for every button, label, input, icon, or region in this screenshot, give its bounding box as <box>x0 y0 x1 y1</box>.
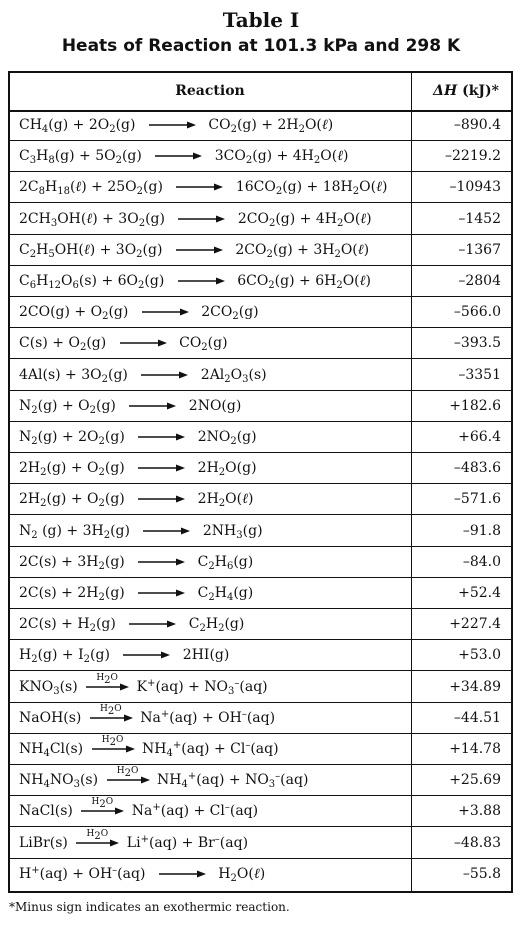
reaction-arrow-icon <box>141 307 189 317</box>
reaction-equation: $NH_4Cl(s)$ $H_2O$ $NH_4^+(aq) + Cl^-(aq)$ <box>19 735 279 759</box>
delta-h-value: +227.4 <box>449 616 501 633</box>
table-row <box>10 141 511 172</box>
reaction-equation: H+(aq) + OH–(aq) $H_2O(\ell)$ <box>19 864 266 884</box>
reaction-arrow-icon: $H_2O$ <box>91 744 135 754</box>
reaction-arrow-icon <box>128 619 176 629</box>
table-row <box>10 765 511 796</box>
reaction-arrow-icon <box>158 869 206 879</box>
table-row <box>10 484 511 515</box>
delta-h-value: –571.6 <box>453 491 501 508</box>
reaction-arrow-icon <box>137 463 185 473</box>
delta-h-unit: (kJ)* <box>457 83 499 99</box>
reaction-equation: $2H_2(g) + O_2(g)$ $2H_2O(\ell)$ <box>19 491 254 510</box>
delta-h-value: –2804 <box>458 273 501 289</box>
reaction-arrow-icon: $H_2O$ <box>106 775 150 785</box>
reaction-arrow-icon: $H_2O$ <box>75 838 119 848</box>
table-subtitle: Heats of Reaction at 101.3 kPa and 298 K <box>61 36 461 56</box>
reaction-arrow-icon <box>140 370 188 380</box>
delta-h-value: –1367 <box>458 241 501 258</box>
reaction-equation: $NH_4NO_3(s)$ $H_2O$ $NH_4^+(aq) + NO_3^-(aq)$ <box>19 766 309 791</box>
table-row <box>10 391 511 422</box>
table-row <box>10 360 511 391</box>
table-row <box>10 609 511 640</box>
table-row <box>10 453 511 484</box>
reaction-equation: $C_2H_5OH(\ell) + 3O_2(g)$ $2CO_2(g)$ + $3H_2O(\ell)$ <box>19 241 370 260</box>
table-row <box>10 266 511 297</box>
table-row <box>10 110 511 141</box>
delta-h-value: +34.89 <box>449 678 501 695</box>
delta-h-value: +66.4 <box>458 429 501 445</box>
footnote: *Minus sign indicates an exothermic reaction. <box>9 900 290 914</box>
delta-h-value: –2219.2 <box>445 148 501 165</box>
reaction-equation: $N_2(g) + O_2(g)$ 2NO(g) <box>19 397 242 416</box>
table-row <box>10 516 511 547</box>
reaction-equation: $N_2$ $(g) + 3H_2(g)$ $2NH_3(g)$ <box>19 522 263 541</box>
delta-h-value: +14.78 <box>449 741 501 757</box>
delta-h-value: +3.88 <box>458 803 501 820</box>
delta-h-value: +25.69 <box>449 772 501 789</box>
reaction-arrow-icon: $H_2O$ <box>85 682 129 692</box>
delta-h-value: –84.0 <box>462 553 501 570</box>
delta-h-value: –890.4 <box>453 117 501 133</box>
reaction-equation: $2CO(g) + O_2(g)$ $2CO_2(g)$ <box>19 304 259 323</box>
reaction-arrow-icon <box>142 526 190 536</box>
delta-h-value: –483.6 <box>453 460 501 477</box>
table-row <box>10 172 511 203</box>
table-row <box>10 672 511 703</box>
reaction-equation: $2CH_3OH(\ell) + 3O_2(g)$ $2CO_2(g)$ + $4H_2O(\ell)$ <box>19 210 372 229</box>
table-row <box>10 578 511 609</box>
reaction-equation: NaCl(s) $H_2O$ Na+(aq) + Cl–(aq) <box>19 797 259 820</box>
reaction-arrow-icon <box>175 182 223 192</box>
reaction-arrow-icon <box>137 557 185 567</box>
reaction-arrow-icon <box>137 432 185 442</box>
reaction-equation: $2C(s) + 2H_2(g)$ $C_2H_4(g)$ <box>19 585 254 603</box>
reaction-equation: $2H_2(g) + O_2(g)$ $2H_2O(g)$ <box>19 460 257 479</box>
delta-h-value: –3351 <box>458 366 501 383</box>
reaction-arrow-icon <box>175 245 223 255</box>
table-row <box>10 703 511 734</box>
reaction-equation: $N_2(g) + 2O_2(g)$ $2NO_2(g)$ <box>19 429 257 447</box>
table-row <box>10 297 511 328</box>
delta-h-value: +182.6 <box>449 397 501 414</box>
table-row <box>10 422 511 453</box>
reaction-arrow-icon <box>137 588 185 598</box>
delta-h-value: +53.0 <box>458 647 501 664</box>
table-title: Table I <box>222 8 300 32</box>
reaction-equation: $4Al(s) + 3O_2(g)$ $2Al_2O_3(s)$ <box>19 366 267 385</box>
delta-h-value: –55.8 <box>462 865 501 882</box>
reaction-equation: $C_6H_{12}O_6(s) + 6O_2(g)$ $6CO_2(g)$ + $6H_2O(\ell)$ <box>19 273 371 291</box>
reaction-arrow-icon <box>148 120 196 130</box>
delta-h-value: –1452 <box>458 210 501 227</box>
table-row <box>10 828 511 859</box>
heats-of-reaction-table <box>8 71 513 893</box>
table-row <box>10 328 511 359</box>
reaction-equation: $2C_8H_{18}(\ell) + 25O_2(g)$ $16CO_2(g)$ + $18H_2O(\ell)$ <box>19 179 388 198</box>
reaction-arrow-icon <box>137 494 185 504</box>
delta-h-value: –10943 <box>449 179 501 196</box>
table-row <box>10 204 511 235</box>
delta-h-value: –91.8 <box>462 522 501 539</box>
table-header <box>10 73 511 112</box>
table-row <box>10 859 511 890</box>
delta-h-column-header <box>433 83 499 99</box>
reaction-equation: $2C(s) + H_2(g)$ $C_2H_2(g)$ <box>19 616 245 635</box>
reaction-equation: $C(s) + O_2(g)$ $CO_2(g)$ <box>19 335 228 354</box>
delta-h-value: –44.51 <box>453 709 501 726</box>
reaction-equation: NaOH(s) $H_2O$ Na+(aq) + OH–(aq) <box>19 703 276 726</box>
reaction-equation: LiBr(s) $H_2O$ Li+(aq) + Br–(aq) <box>19 828 249 851</box>
reaction-arrow-icon <box>177 214 225 224</box>
reaction-arrow-icon <box>122 650 170 660</box>
reaction-equation: $2C(s) + 3H_2(g)$ $C_2H_6(g)$ <box>19 553 254 572</box>
delta-h-symbol: ΔH <box>433 83 458 99</box>
table-row <box>10 796 511 827</box>
reaction-arrow-icon <box>119 338 167 348</box>
reaction-equation: $KNO_3(s)$ $H_2O$ $K^+(aq) + NO_3^-(aq)$ <box>19 672 268 697</box>
table-row <box>10 235 511 266</box>
reaction-arrow-icon <box>177 276 225 286</box>
reaction-column-header: Reaction <box>175 83 245 99</box>
delta-h-value: –48.83 <box>453 834 501 851</box>
delta-h-value: +52.4 <box>458 585 501 601</box>
reaction-equation: $H_2(g) + I_2(g)$ 2HI(g) <box>19 647 230 666</box>
delta-h-value: –393.5 <box>453 335 501 352</box>
reaction-equation: $CH_4(g) + 2O_2(g)$ $CO_2(g)$ + $2H_2O(\ell)$ <box>19 117 334 135</box>
reaction-equation: $C_3H_8(g) + 5O_2(g)$ $3CO_2(g)$ + $4H_2O(\ell)$ <box>19 148 349 167</box>
reaction-arrow-icon <box>154 151 202 161</box>
table-row <box>10 734 511 765</box>
reaction-arrow-icon <box>128 401 176 411</box>
table-row <box>10 640 511 671</box>
reaction-arrow-icon: $H_2O$ <box>89 713 133 723</box>
delta-h-value: –566.0 <box>453 304 501 321</box>
reaction-arrow-icon: $H_2O$ <box>80 806 124 816</box>
table-row <box>10 547 511 578</box>
